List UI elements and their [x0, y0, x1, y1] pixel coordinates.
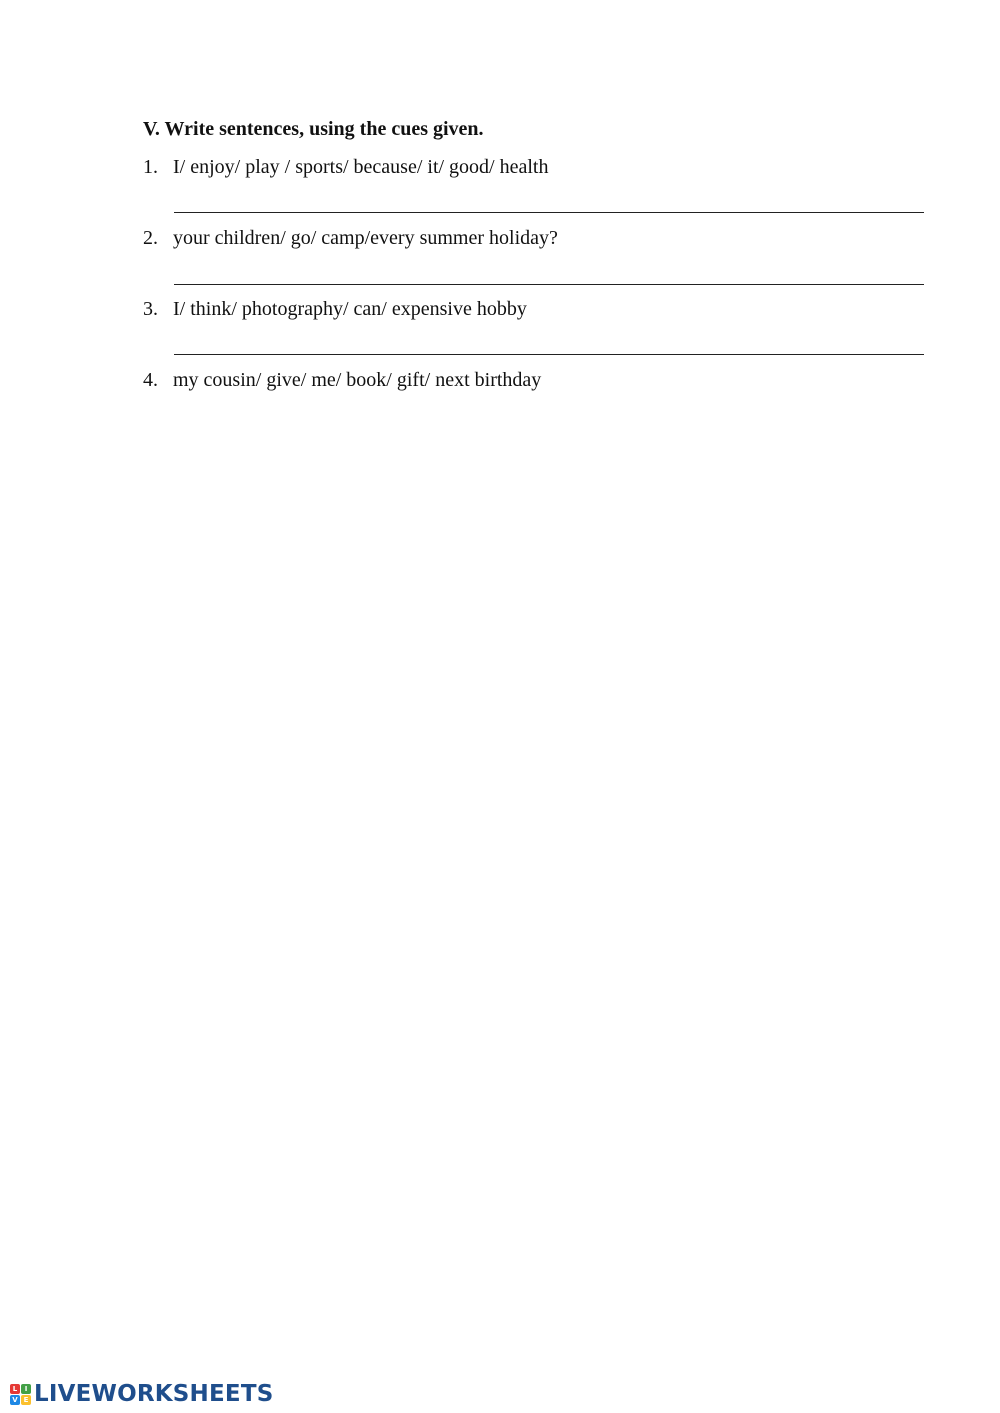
answer-line-3[interactable] [174, 354, 924, 355]
answer-line-2[interactable] [174, 284, 924, 285]
logo-text: LIVEWORKSHEETS [34, 1381, 274, 1407]
exercise-heading: V. Write sentences, using the cues given. [143, 118, 484, 140]
item-cue: your children/ go/ camp/every summer holiday? [173, 227, 558, 249]
item-cue: I/ enjoy/ play / sports/ because/ it/ good/ health [173, 156, 549, 178]
exercise-item-2 [143, 227, 558, 250]
answer-line-1[interactable] [174, 212, 924, 213]
liveworksheets-logo[interactable] [10, 1379, 273, 1409]
item-number: 1. [143, 156, 158, 178]
item-number: 2. [143, 227, 158, 249]
item-cue: my cousin/ give/ me/ book/ gift/ next birthday [173, 369, 542, 391]
logo-square-icon: L [10, 1384, 20, 1394]
exercise-item-1 [143, 156, 548, 179]
logo-square-icon: V [10, 1395, 20, 1405]
item-number: 3. [143, 298, 158, 320]
logo-square-icon: I [21, 1384, 31, 1394]
item-cue: I/ think/ photography/ can/ expensive hobby [173, 298, 527, 320]
logo-mark-icon [10, 1384, 31, 1405]
logo-square-icon: E [21, 1395, 31, 1405]
item-number: 4. [143, 369, 158, 391]
exercise-item-3 [143, 298, 527, 321]
exercise-item-4 [143, 369, 541, 392]
